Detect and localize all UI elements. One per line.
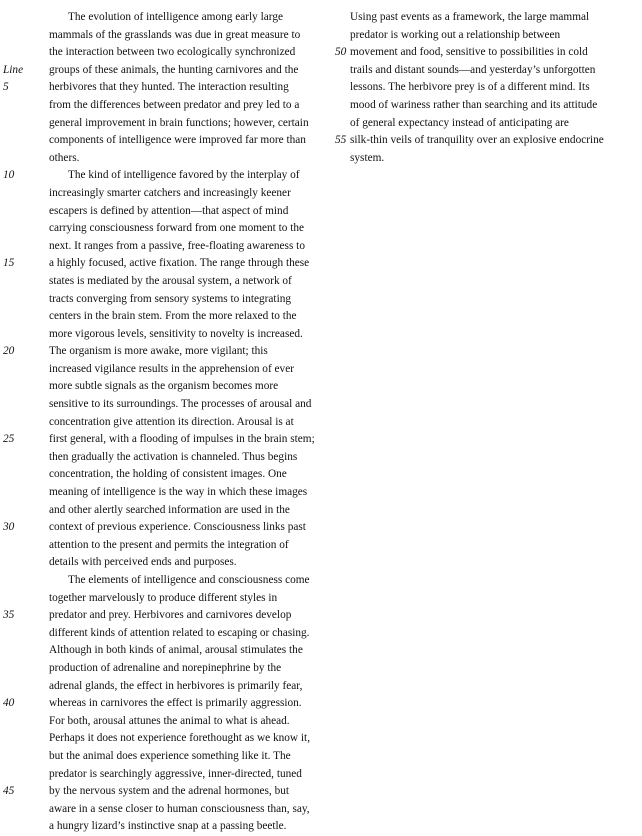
passage-line-text: Perhaps it does not experience forethought as we know it,	[49, 732, 311, 745]
passage-line	[0, 801, 330, 819]
passage-line	[0, 115, 330, 133]
line-number: 35	[3, 609, 15, 622]
passage-line-text: mammals of the grasslands was due in great measure to	[49, 28, 301, 41]
passage-line-text: then gradually the activation is channeled. Thus begins	[49, 450, 298, 463]
line-number: 30	[3, 521, 15, 534]
passage-line	[0, 572, 330, 590]
passage-line	[330, 79, 642, 97]
passage-line	[330, 97, 642, 115]
passage-line	[0, 590, 330, 608]
passage-line-text: whereas in carnivores the effect is primarily aggression.	[49, 697, 302, 710]
passage-line-text: trails and distant sounds—and yesterday’s unforgotten	[350, 63, 596, 76]
line-number: 55	[335, 134, 347, 147]
passage-line	[0, 502, 330, 520]
passage-line-text: components of intelligence were improved far more than	[49, 134, 306, 147]
passage-line-text: the interaction between two ecologically synchronized	[49, 46, 296, 59]
passage-line	[0, 44, 330, 62]
passage-line-text: different kinds of attention related to escaping or chasing.	[49, 626, 310, 639]
passage-left-column	[0, 9, 330, 836]
passage-line	[0, 818, 330, 836]
passage-line	[0, 167, 330, 185]
passage-line-text: movement and food, sensitive to possibilities in cold	[350, 46, 588, 59]
passage-line-text: context of previous experience. Consciousness links past	[49, 521, 306, 534]
passage-line-text: system.	[350, 151, 385, 164]
passage-line-text: meaning of intelligence is the way in which these images	[49, 486, 308, 499]
passage-line-text: The evolution of intelligence among early large	[68, 11, 283, 23]
line-number: Line	[3, 63, 24, 76]
line-number: 45	[3, 785, 15, 798]
passage-right-column	[330, 9, 642, 167]
passage-line-text: a hungry lizard’s instinctive snap at a passing beetle.	[49, 820, 287, 833]
passage-line	[0, 62, 330, 80]
passage-line	[0, 414, 330, 432]
passage-line	[330, 44, 642, 62]
passage-line	[0, 554, 330, 572]
passage-line	[0, 255, 330, 273]
passage-line-text: by the nervous system and the adrenal hormones, but	[49, 785, 290, 798]
passage-line	[0, 783, 330, 801]
line-number: 50	[335, 46, 347, 59]
passage-line	[0, 150, 330, 168]
passage-line	[0, 308, 330, 326]
line-number: 10	[3, 169, 15, 182]
passage-line-text: predator is searchingly aggressive, inner-directed, tuned	[49, 767, 302, 780]
passage-line	[0, 132, 330, 150]
passage-line	[0, 291, 330, 309]
passage-line-text: For both, arousal attunes the animal to what is ahead.	[49, 714, 290, 727]
passage-line-text: details with perceived ends and purposes.	[49, 556, 237, 569]
passage-line	[0, 607, 330, 625]
passage-line-text: mood of wariness rather than searching and its attitude	[350, 98, 598, 111]
passage-line-text: together marvelously to produce different styles in	[49, 591, 278, 604]
passage-line	[0, 396, 330, 414]
line-number: 5	[3, 81, 9, 94]
passage-line-text: concentration, the holding of consistent images. One	[49, 468, 287, 481]
passage-line-text: tracts converging from sensory systems to integrating	[49, 292, 292, 305]
line-number: 25	[3, 433, 15, 446]
passage-line	[0, 220, 330, 238]
passage-line-text: predator and prey. Herbivores and carnivores develop	[49, 609, 292, 622]
passage-line-text: lessons. The herbivore prey is of a different mind. Its	[350, 81, 590, 94]
passage-line	[0, 27, 330, 45]
passage-line	[330, 9, 642, 27]
passage-line-text: aware in a sense closer to human consciousness than, say,	[49, 802, 310, 815]
passage-line-text: of general expectancy instead of anticipating are	[350, 116, 569, 129]
passage-line	[0, 642, 330, 660]
passage-line-text: from the differences between predator and prey led to a	[49, 98, 300, 111]
passage-line-text: and other alertly searched information are used in the	[49, 503, 290, 516]
passage-line-text: first general, with a flooding of impulses in the brain stem;	[49, 433, 315, 446]
line-number: 15	[3, 257, 15, 270]
passage-line-text: Using past events as a framework, the large mammal	[350, 11, 590, 23]
passage-line	[0, 730, 330, 748]
passage-line-text: general improvement in brain functions; however, certain	[49, 116, 309, 129]
passage-line	[0, 519, 330, 537]
passage-line-text: The organism is more awake, more vigilant; this	[49, 345, 268, 358]
passage-line	[330, 62, 642, 80]
passage-line	[0, 713, 330, 731]
passage-line-text: centers in the brain stem. From the more relaxed to the	[49, 310, 297, 323]
passage-line-text: production of adrenaline and norepinephrine by the	[49, 661, 282, 674]
passage-line-text: increasingly smarter catchers and increasingly keener	[49, 186, 291, 199]
passage-line-text: The kind of intelligence favored by the interplay of	[68, 169, 300, 182]
passage-line	[0, 9, 330, 27]
passage-line-text: a highly focused, active fixation. The range through these	[49, 257, 310, 270]
passage-line	[0, 273, 330, 291]
passage-line	[0, 79, 330, 97]
passage-line	[0, 625, 330, 643]
passage-line	[0, 431, 330, 449]
passage-line	[0, 537, 330, 555]
passage-line	[0, 97, 330, 115]
passage-line-text: increased vigilance results in the apprehension of ever	[49, 362, 294, 375]
passage-line-text: herbivores that they hunted. The interaction resulting	[49, 81, 289, 94]
passage-line-text: adrenal glands, the effect in herbivores is primarily fear,	[49, 679, 303, 692]
passage-line-text: more vigorous levels, sensitivity to novelty is increased.	[49, 327, 303, 340]
passage-line-text: attention to the present and permits the integration of	[49, 538, 289, 551]
passage-line-text: silk-thin veils of tranquility over an explosive endocrine	[350, 134, 604, 147]
passage-line-text: Although in both kinds of animal, arousal stimulates the	[49, 644, 303, 657]
passage-line-text: concentration give attention its direction. Arousal is at	[49, 415, 294, 428]
passage-line-text: next. It ranges from a passive, free-floating awareness to	[49, 239, 305, 252]
passage-line	[0, 748, 330, 766]
passage-line-text: The elements of intelligence and consciousness come	[68, 574, 310, 586]
passage-line	[0, 466, 330, 484]
passage-line	[0, 449, 330, 467]
passage-line	[0, 660, 330, 678]
passage-line-text: predator is working out a relationship between	[350, 28, 561, 41]
passage-line-text: states is mediated by the arousal system, a network of	[49, 274, 292, 287]
passage-line	[0, 678, 330, 696]
passage-line	[0, 343, 330, 361]
passage-line-text: but the animal does experience something like it. The	[49, 749, 291, 762]
passage-line	[0, 361, 330, 379]
line-number: 20	[3, 345, 15, 358]
passage-line	[0, 695, 330, 713]
passage-line	[0, 238, 330, 256]
passage-line	[0, 766, 330, 784]
passage-line-text: groups of these animals, the hunting carnivores and the	[49, 63, 299, 76]
passage-line-text: escapers is defined by attention—that aspect of mind	[49, 204, 289, 217]
passage-line-text: sensitive to its surroundings. The processes of arousal and	[49, 398, 312, 411]
passage-line	[330, 27, 642, 45]
passage-line	[0, 185, 330, 203]
passage-line-text: others.	[49, 151, 80, 164]
passage-line	[0, 326, 330, 344]
passage-line	[330, 150, 642, 168]
passage-line	[330, 132, 642, 150]
passage-line	[330, 115, 642, 133]
passage-line-text: more subtle signals as the organism becomes more	[49, 380, 279, 393]
line-number: 40	[3, 697, 15, 710]
passage-line-text: carrying consciousness forward from one moment to the	[49, 222, 305, 235]
passage-line	[0, 484, 330, 502]
passage-line	[0, 378, 330, 396]
passage-line	[0, 203, 330, 221]
